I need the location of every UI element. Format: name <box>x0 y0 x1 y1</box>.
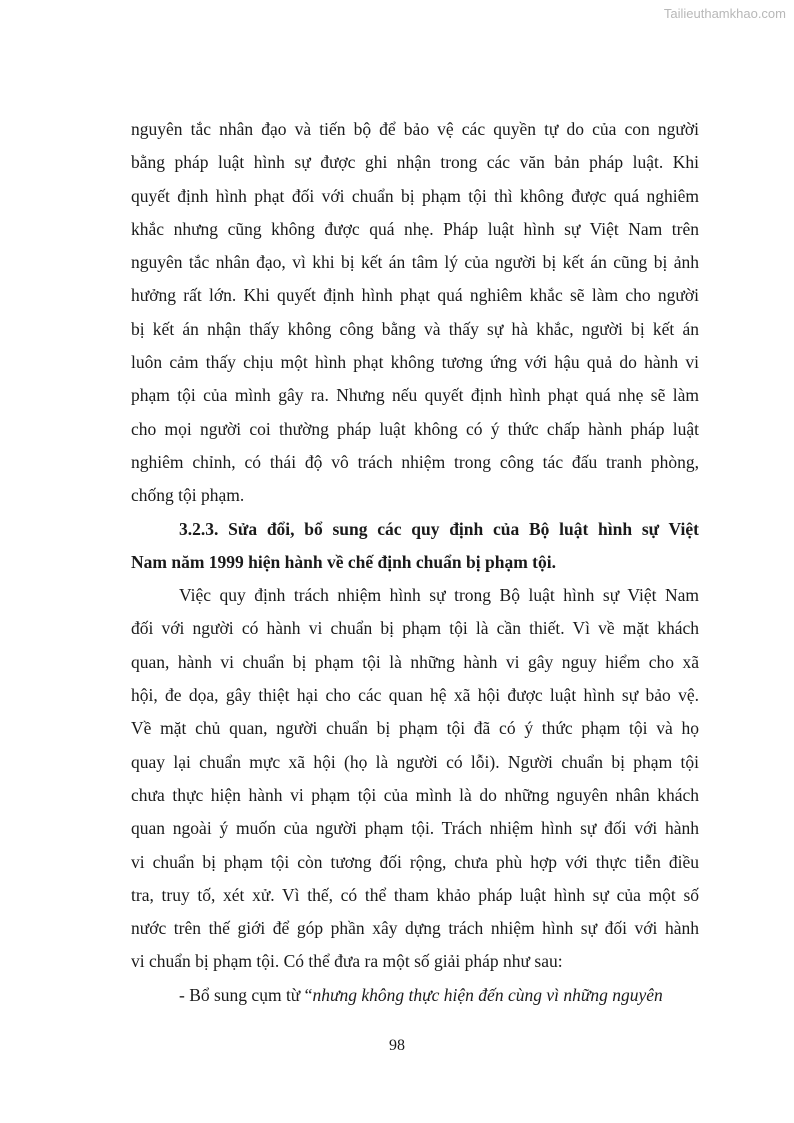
text-line: cho mọi người coi thường pháp luật không có ý thức chấp hành pháp luật <box>131 418 699 439</box>
page-number: 98 <box>389 1037 405 1054</box>
text-line: đối với người có hành vi chuẩn bị phạm tội là cần thiết. Vì về mặt khách <box>131 618 699 639</box>
text-line: hội, đe dọa, gây thiệt hại cho các quan hệ xã hội được luật hình sự bảo vệ. <box>131 685 699 706</box>
text-line: bằng pháp luật hình sự được ghi nhận trong các văn bản pháp luật. Khi <box>131 152 699 173</box>
text-line: chống tội phạm. <box>131 485 245 506</box>
text-line: quan ngoài ý muốn của người phạm tội. Trách nhiệm hình sự đối với hành <box>131 818 699 839</box>
bullet-line <box>131 979 699 1012</box>
text-line: nguyên tắc nhân đạo, vì khi bị kết án tâm lý của người bị kết án cũng bị ảnh <box>131 252 699 273</box>
bullet-item <box>131 979 699 1012</box>
text-line: vi chuẩn bị phạm tội. Có thể đưa ra một số giải pháp như sau: <box>131 951 563 972</box>
text-line: Việc quy định trách nhiệm hình sự trong Bộ luật hình sự Việt Nam <box>179 585 699 606</box>
text-line: quyết định hình phạt đối với chuẩn bị phạm tội thì không được quá nghiêm <box>131 185 699 206</box>
text-line: chưa thực hiện hành vi phạm tội của mình là do những nguyên nhân khách <box>131 784 699 805</box>
text-line: nghiêm chỉnh, có thái độ vô trách nhiệm trong công tác đấu tranh phòng, <box>131 451 699 472</box>
text-line: hưởng rất lớn. Khi quyết định hình phạt quá nghiêm khắc sẽ làm cho người <box>131 285 699 306</box>
text-line: nước trên thế giới để góp phần xây dựng trách nhiệm hình sự đối với hành <box>131 918 699 939</box>
watermark: Tailieuthamkhao.com <box>663 6 786 21</box>
bullet-italic-text: nhưng không thực hiện đến cùng vì những nguyên <box>312 984 663 1005</box>
heading-line: Nam năm 1999 hiện hành về chế định chuẩn bị phạm tội. <box>131 551 556 572</box>
paragraph-1 <box>131 113 699 513</box>
text-line: nguyên tắc nhân đạo và tiến bộ để bảo vệ các quyền tự do của con người <box>131 119 699 139</box>
bullet-prefix: - Bổ sung cụm từ “ <box>179 984 313 1005</box>
section-heading <box>131 513 699 580</box>
text-line: luôn cảm thấy chịu một hình phạt không tương ứng với hậu quả do hành vi <box>131 352 699 373</box>
text-line: tra, truy tố, xét xử. Vì thế, có thể tham khảo pháp luật hình sự của một số <box>131 884 699 905</box>
text-line: Về mặt chủ quan, người chuẩn bị phạm tội đã có ý thức phạm tội và họ <box>131 718 699 739</box>
text-line: quan, hành vi chuẩn bị phạm tội là những hành vi gây nguy hiểm cho xã <box>131 651 699 672</box>
paragraph-2 <box>131 579 699 979</box>
text-line: phạm tội của mình gây ra. Nhưng nếu quyết định hình phạt quá nhẹ sẽ làm <box>131 385 699 406</box>
page-body <box>131 113 699 1012</box>
text-line: bị kết án nhận thấy không công bằng và thấy sự hà khắc, người bị kết án <box>131 318 699 339</box>
text-line: vi chuẩn bị phạm tội còn tương đối rộng, chưa phù hợp với thực tiễn điều <box>131 851 699 872</box>
text-line: quay lại chuẩn mực xã hội (họ là người có lỗi). Người chuẩn bị phạm tội <box>131 751 699 772</box>
text-line: khắc nhưng cũng không được quá nhẹ. Pháp luật hình sự Việt Nam trên <box>131 218 699 239</box>
heading-line: 3.2.3. Sửa đổi, bổ sung các quy định của Bộ luật hình sự Việt <box>179 518 699 539</box>
